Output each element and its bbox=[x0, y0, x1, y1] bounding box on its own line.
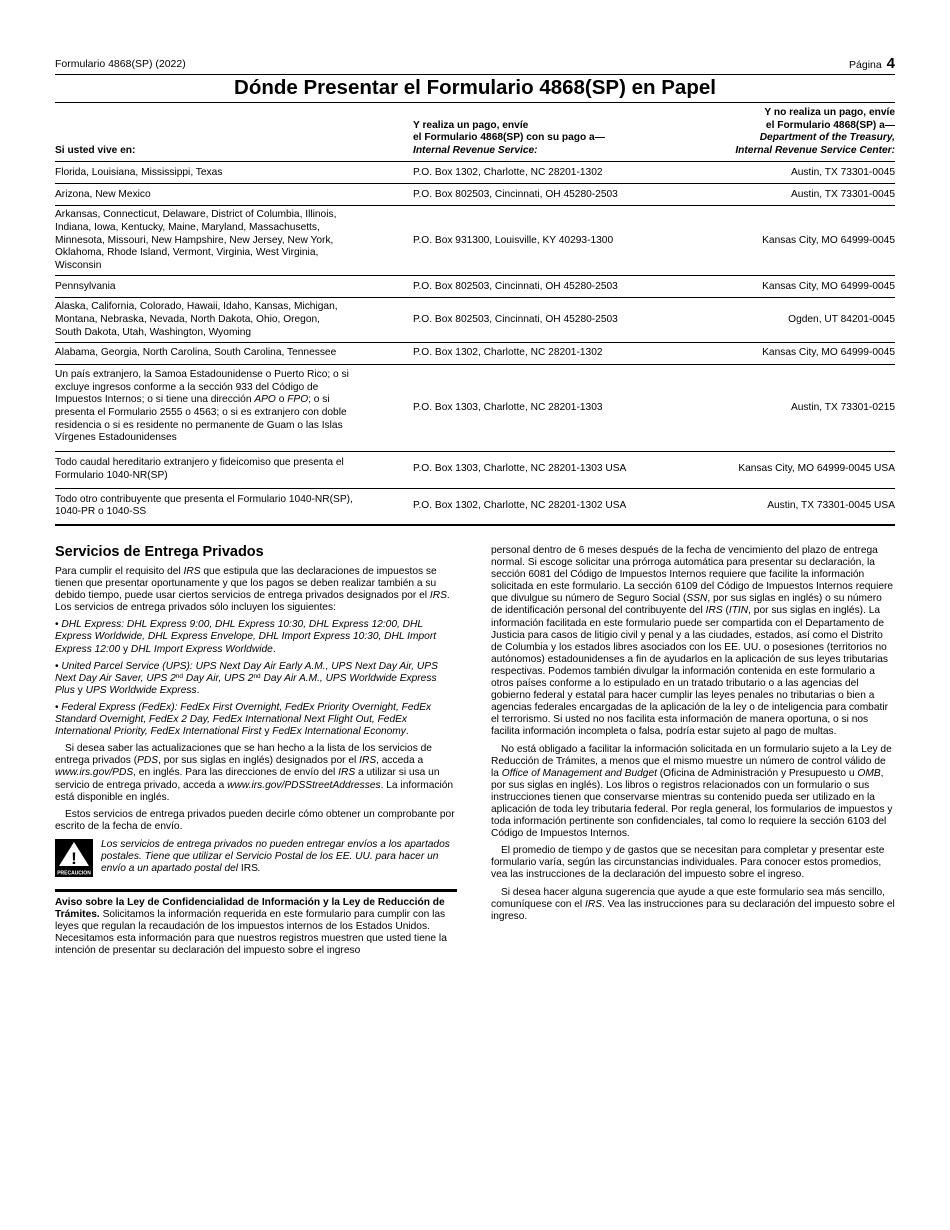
cell-no-payment: Austin, TX 73301-0045 USA bbox=[689, 488, 895, 525]
cell-line: Oklahoma, Rhode Island, Vermont, Virginia, West Virginia, bbox=[55, 247, 319, 259]
cell-residence: Pennsylvania bbox=[55, 276, 413, 298]
text: , por sus siglas en inglés) o su número de identificación personal del contribuyente del bbox=[491, 593, 882, 617]
cell-line: South Dakota, Utah, Washington, Wyoming bbox=[55, 326, 252, 338]
cell-line: Alaska, California, Colorado, Hawaii, Idaho, Kansas, Michigan, bbox=[55, 301, 338, 313]
section-title-private-delivery: Servicios de Entrega Privados bbox=[55, 544, 264, 560]
col-header-no-payment bbox=[689, 104, 895, 162]
cell-residence: Florida, Louisiana, Mississippi, Texas bbox=[55, 162, 413, 184]
text: . Los servicios de entrega privados sólo incluyen los siguientes: bbox=[55, 590, 450, 614]
table-row bbox=[55, 298, 895, 343]
form-id: Formulario 4868(SP) (2022) bbox=[55, 58, 186, 70]
cell-with-payment: P.O. Box 802503, Cincinnati, OH 45280-2503 bbox=[413, 276, 689, 298]
bullet: • bbox=[55, 619, 62, 631]
col-header-with-payment bbox=[413, 104, 689, 162]
caution-mark: ! bbox=[71, 848, 77, 868]
text: y bbox=[120, 643, 131, 655]
text-italic: Los servicios de entrega privados no pueden entregar envíos a los apartados postales. Tiene que utilizar el Servicio Postal de los EE. UU. para hacer un envío a un apartado postal del bbox=[101, 838, 450, 875]
caution-box bbox=[55, 839, 457, 881]
cell-residence bbox=[55, 488, 413, 525]
col-header-residence-text: Si usted vive en: bbox=[55, 144, 136, 156]
text: a utilizar si usa un servicio de entrega privado, acceda a bbox=[55, 767, 440, 791]
cell-text: residencia o si es residente no permanente de Guam o las Islas bbox=[55, 419, 343, 431]
page-title: Dónde Presentar el Formulario 4868(SP) en Papel bbox=[234, 76, 716, 99]
cell-residence bbox=[55, 298, 413, 343]
text: Solicitamos la información requerida en este formulario para cumplir con las leyes que regulan la recaudación de los impuestos internos de los Estados Unidos. Necesitamos esta información para que nuestros registros muestren que usted tiene la intención de presentar su declaración del impuesto sobre el ingreso bbox=[55, 908, 447, 957]
cell-line: 1040-PR o 1040-SS bbox=[55, 506, 147, 518]
cell-text-italic: APO bbox=[254, 394, 276, 406]
text: y bbox=[74, 684, 86, 696]
cell-with-payment: P.O. Box 802503, Cincinnati, OH 45280-2503 bbox=[413, 184, 689, 206]
col2-header-line: Internal Revenue Service: bbox=[413, 144, 538, 156]
cell-line: Wisconsin bbox=[55, 259, 102, 271]
cell-residence bbox=[55, 451, 413, 488]
caution-text bbox=[101, 839, 457, 875]
text: que estipula que las declaraciones de impuestos se tienen que presentar oportunamente y que los pagos se deben realizar también a su debido tiempo, puede usar ciertos servicios de entrega privados designados por el bbox=[55, 566, 437, 602]
form-page bbox=[55, 0, 895, 1230]
privacy-notice-paragraph bbox=[55, 897, 457, 957]
text-italic: Office of Management and Budget bbox=[501, 767, 657, 779]
cell-no-payment: Ogden, UT 84201-0045 bbox=[689, 298, 895, 343]
text: , por sus siglas en inglés). La información facilitada en este formulario puede ser compartida con el Departamento de Justicia para casos de litigio civil y penal y a las ciudades, estados, así como el Distrito de Columbia y los estados libres asociados con los EE. UU. o posesiones (territorios no autónomos) estadounidenses a fin de ayudarlos en la aplicación de sus leyes tributarias respectivas. Podemos también divulgar la información contenida en este formulario a otros países conforme a lo estipulado en un tratado tributario o a las agencias del gobierno federal y estatal para hacer cumplir las leyes penales no tributarias o bien a agencias federales encargadas de la aplicación de la ley o de inteligencia para combatir el terrorismo. Si usted no nos facilita esta información de manera oportuna, o si nos facilita información incompleta o falsa, podría estar sujeto al pago de multas. bbox=[491, 605, 888, 738]
cell-no-payment: Kansas City, MO 64999-0045 USA bbox=[689, 451, 895, 488]
text: . bbox=[272, 643, 276, 655]
text-italic: Day Air, UPS 2 bbox=[183, 672, 254, 684]
privacy-heading: Aviso sobre la Ley de Confidencialidad de Información y la Ley de Reducción de Trámites. bbox=[55, 896, 445, 920]
col2-header-line: el Formulario 4868(SP) con su pago a— bbox=[413, 132, 605, 144]
cell-text: Un país extranjero, la Samoa Estadounidense o Puerto Rico; o si bbox=[55, 369, 349, 381]
table-row bbox=[55, 343, 895, 365]
text-italic: Federal Express (FedEx): FedEx First Overnight, FedEx Priority Overnight, FedEx Standard Overnight, FedEx 2 Day, FedEx International Next Flight Out, FedEx International Priority, FedEx International First bbox=[55, 701, 432, 738]
cell-with-payment: P.O. Box 1303, Charlotte, NC 28201-1303 USA bbox=[413, 451, 689, 488]
col3-header-line: Y no realiza un pago, envíe bbox=[764, 107, 895, 118]
pds-street-addresses-link[interactable]: www.irs.gov/PDSStreetAddresses bbox=[227, 779, 381, 791]
text-italic: IRS bbox=[359, 755, 377, 767]
table-row bbox=[55, 184, 895, 206]
table-row bbox=[55, 451, 895, 488]
bullet-fedex bbox=[55, 702, 457, 738]
cell-line: Indiana, Iowa, Kentucky, Maine, Maryland, Massachusetts, bbox=[55, 221, 320, 233]
pds-link[interactable]: www.irs.gov/PDS bbox=[55, 767, 134, 779]
cell-text: presenta el Formulario 2555 o 4563; o si es extranjero con doble bbox=[55, 406, 347, 418]
suggestions-paragraph bbox=[491, 887, 895, 923]
paperwork-reduction-paragraph bbox=[491, 744, 895, 841]
cell-no-payment: Kansas City, MO 64999-0045 bbox=[689, 276, 895, 298]
text: . bbox=[257, 863, 261, 875]
text-italic: FedEx International Economy bbox=[272, 726, 406, 738]
cell-text: ; o si bbox=[308, 394, 330, 406]
text-italic: PDS bbox=[137, 755, 159, 767]
cell-no-payment: Austin, TX 73301-0045 bbox=[689, 162, 895, 184]
page-number-label bbox=[849, 55, 895, 72]
cell-residence: Arizona, New Mexico bbox=[55, 184, 413, 206]
bullet: • bbox=[55, 660, 62, 672]
text-italic: IRS bbox=[585, 898, 602, 910]
text: . bbox=[405, 726, 409, 738]
text-italic: IRS bbox=[429, 590, 447, 602]
text-italic: ITIN bbox=[728, 605, 749, 617]
cell-with-payment: P.O. Box 1302, Charlotte, NC 28201-1302 bbox=[413, 162, 689, 184]
text-italic: DHL Express: DHL Express 9:00, DHL Express 10:30, DHL Express 12:00, DHL Express Worldwide, DHL Express Envelope, DHL Import Express 10:30, DHL Import Express 12:00 bbox=[55, 619, 437, 655]
cell-no-payment: Kansas City, MO 64999-0045 bbox=[689, 206, 895, 276]
cell-residence: Alabama, Georgia, North Carolina, South Carolina, Tennessee bbox=[55, 343, 413, 365]
cell-no-payment: Austin, TX 73301-0215 bbox=[689, 365, 895, 452]
table-row bbox=[55, 488, 895, 525]
cell-with-payment: P.O. Box 1303, Charlotte, NC 28201-1303 bbox=[413, 365, 689, 452]
superscript: nd bbox=[253, 672, 261, 680]
caution-label: PRECAUCION bbox=[57, 870, 91, 877]
text: ( bbox=[722, 605, 729, 617]
cell-text: Impuestos Internos; o si tiene una dirección bbox=[55, 394, 255, 406]
page-label: Página bbox=[849, 59, 882, 71]
text: , por sus siglas en inglés). Los libros o registros relacionados con un formulario o sus instrucciones tienen que conservarse mientras su contenido pueda ser utilizado en la aplicación de toda ley tributaria federal. Por regla general, los formularios de impuestos y toda información pertinente son confidenciales, tal como lo requiere la sección 6103 del Código de Impuestos Internos. bbox=[491, 767, 893, 840]
title-rule bbox=[55, 102, 895, 103]
text: . Vea las instrucciones para su declaración del impuesto sobre el ingreso. bbox=[491, 898, 895, 922]
page-number: 4 bbox=[886, 55, 895, 72]
table-row bbox=[55, 206, 895, 276]
private-delivery-intro bbox=[55, 566, 457, 614]
proof-of-mailing-paragraph: Estos servicios de entrega privados pueden decirle cómo obtener un comprobante por escrito de la fecha de envío. bbox=[55, 808, 455, 832]
table-row bbox=[55, 276, 895, 298]
text: , acceda a bbox=[376, 755, 424, 767]
cell-line: Todo caudal hereditario extranjero y fideicomiso que presenta el bbox=[55, 457, 344, 469]
text: IRS bbox=[240, 863, 258, 875]
text: , por sus siglas en inglés) designados por el bbox=[158, 755, 360, 767]
cell-with-payment: P.O. Box 802503, Cincinnati, OH 45280-2503 bbox=[413, 298, 689, 343]
left-column bbox=[55, 544, 457, 962]
cell-line: Todo otro contribuyente que presenta el Formulario 1040-NR(SP), bbox=[55, 493, 353, 505]
col3-header-line: el Formulario 4868(SP) a— bbox=[765, 119, 895, 131]
cell-line: Montana, Nebraska, Nevada, North Dakota, Ohio, Oregon, bbox=[55, 313, 321, 325]
text-italic: IRS bbox=[183, 566, 201, 577]
cell-text: excluye ingresos conforme a la sección 933 del Código de bbox=[55, 381, 319, 393]
text: Si desea hacer alguna sugerencia que ayude a que este formulario sea más sencillo, comuníquese con el bbox=[491, 886, 885, 910]
cell-residence bbox=[55, 365, 413, 452]
cell-with-payment: P.O. Box 931300, Louisville, KY 40293-1300 bbox=[413, 206, 689, 276]
text: Para cumplir el requisito del bbox=[55, 566, 184, 577]
cell-text: o bbox=[275, 394, 288, 406]
right-column bbox=[491, 545, 895, 928]
pds-updates-paragraph bbox=[55, 743, 457, 803]
privacy-continued-paragraph bbox=[491, 545, 895, 739]
table-row bbox=[55, 365, 895, 452]
privacy-section-rule bbox=[55, 889, 457, 892]
text-italic: UPS Worldwide Express bbox=[85, 684, 197, 696]
text-italic: IRS bbox=[705, 605, 723, 617]
text-italic: SSN bbox=[686, 593, 708, 605]
page-header bbox=[55, 55, 895, 73]
table-header-row bbox=[55, 104, 895, 162]
cell-line: Arkansas, Connecticut, Delaware, District of Columbia, Illinois, bbox=[55, 209, 337, 221]
text-italic: OMB bbox=[857, 767, 881, 779]
bullet-ups bbox=[55, 661, 457, 697]
text: . La información está disponible en inglés. bbox=[55, 779, 454, 803]
text: No está obligado a facilitar la información solicitada en un formulario sujeto a la Ley de Reducción de Trámites, a menos que el mismo muestre un número de control válido de la bbox=[491, 743, 892, 779]
cell-with-payment: P.O. Box 1302, Charlotte, NC 28201-1302 bbox=[413, 343, 689, 365]
text: (Oficina de Administración y Presupuesto u bbox=[656, 767, 858, 779]
caution-icon bbox=[55, 839, 93, 877]
superscript: nd bbox=[175, 672, 184, 680]
text: Si desea saber las actualizaciones que se han hecho a la lista de los servicios de entrega privados ( bbox=[55, 743, 432, 767]
cell-no-payment: Austin, TX 73301-0045 bbox=[689, 184, 895, 206]
text-italic: IRS bbox=[338, 767, 356, 779]
col3-header-line: Internal Revenue Service Center: bbox=[735, 144, 895, 156]
cell-text-italic: FPO bbox=[287, 394, 309, 406]
col3-header-line: Department of the Treasury, bbox=[759, 132, 895, 144]
text: y bbox=[261, 726, 273, 738]
text: . bbox=[196, 684, 200, 696]
col-header-residence bbox=[55, 104, 413, 162]
bullet-dhl bbox=[55, 619, 457, 655]
text: , en inglés. Para las direcciones de envío del bbox=[133, 767, 339, 779]
time-burden-paragraph: El promedio de tiempo y de gastos que se necesitan para completar y presentar este formulario varía, según las circunstancias individuales. Para conocer estos promedios, vea las instrucciones de la declaración del impuesto sobre el ingreso. bbox=[491, 845, 885, 881]
text: personal dentro de 6 meses después de la fecha de vencimiento del plazo de entrega normal. Si escoge solicitar una prórroga automática para presentar su declaración, la sección 6081 del Código de Impuestos Internos requiere que facilite la información solicitada en este formulario. La sección 6109 del Código de Impuestos Internos requiere que divulgue su número de Seguro Social ( bbox=[491, 545, 894, 605]
cell-line: Formulario 1040-NR(SP) bbox=[55, 469, 168, 481]
cell-with-payment: P.O. Box 1302, Charlotte, NC 28201-1302 USA bbox=[413, 488, 689, 525]
cell-no-payment: Kansas City, MO 64999-0045 bbox=[689, 343, 895, 365]
col2-header-line: Y realiza un pago, envíe bbox=[413, 119, 529, 131]
cell-residence bbox=[55, 206, 413, 276]
cell-line: Minnesota, Missouri, New Hampshire, New Jersey, New York, bbox=[55, 234, 334, 246]
table-row bbox=[55, 162, 895, 184]
filing-address-table bbox=[55, 104, 895, 526]
cell-text: Vírgenes Estadounidenses bbox=[55, 432, 177, 444]
bullet: • bbox=[55, 701, 62, 713]
text-italic: United Parcel Service (UPS): UPS Next Day Air Early A.M., UPS Next Day Air, UPS Next Day Air Saver, UPS 2 bbox=[55, 660, 438, 684]
text-italic: DHL Import Express Worldwide bbox=[130, 643, 273, 655]
text-italic: Day Air A.M., UPS Worldwide Express Plus bbox=[55, 672, 437, 696]
